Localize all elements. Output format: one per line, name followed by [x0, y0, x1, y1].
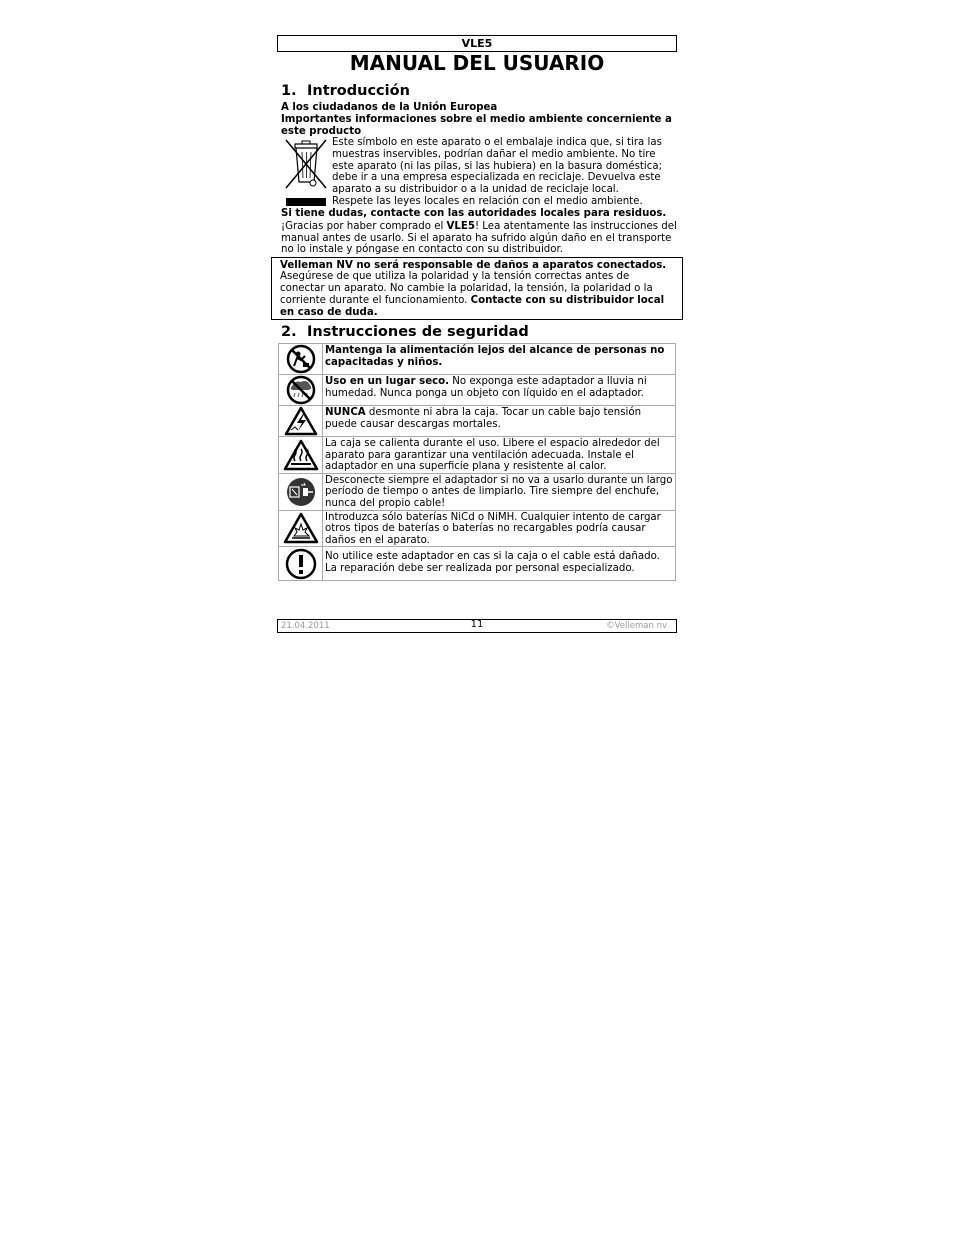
no-rain-icon [279, 375, 323, 406]
section-2-heading [281, 323, 529, 341]
section-1-heading [281, 82, 410, 100]
safety-row [279, 375, 676, 406]
thanks-line-2: manual antes de usarlo. Si el aparato ha sufrido algún daño en el transporte [281, 233, 672, 244]
section-2-number: 2. [281, 324, 297, 340]
eu-heading: A los ciudadanos de la Unión Europea [281, 102, 498, 113]
safety-row [279, 510, 676, 547]
unplug-icon [279, 473, 323, 510]
section-2-title: Instrucciones de seguridad [307, 324, 529, 340]
thanks-post: ! Lea atentamente las instrucciones del [474, 221, 677, 232]
section-1-title: Introducción [307, 83, 410, 99]
weee-line-2: muestras inservibles, podrían dañar el medio ambiente. No tire [332, 149, 656, 160]
weee-line-3: este aparato (ni las pilas, si las hubiera) en la basura doméstica; [332, 161, 663, 172]
hot-surface-icon [279, 437, 323, 474]
warning-line-3-bold: Contacte con su distribuidor local [470, 295, 665, 306]
electric-shock-icon [279, 406, 323, 437]
crossed-bin-icon [283, 138, 329, 190]
page-number: 11 [470, 619, 484, 630]
safety-normal-2: desmonte ni abra la caja. Tocar un cable bajo tensión puede causar descargas mortales. [325, 407, 642, 430]
thanks-pre: ¡Gracias por haber comprado el [281, 221, 447, 232]
warning-line-2: conectar un aparato. No cambie la polaridad, la tensión, la polaridad o la [280, 283, 653, 294]
footer-copyright: ©Velleman nv [606, 621, 667, 631]
safety-normal-5: Introduzca sólo baterías NiCd o NiMH. Cualquier intento de cargar otros tipos de baterías o baterías no recargables podría causar daños en el aparato. [325, 511, 661, 546]
weee-line-4: debe ir a una empresa especializada en reciclaje. Devuelva este [332, 172, 661, 183]
safety-row [279, 344, 676, 375]
page-footer [277, 619, 677, 633]
safety-normal-6: No utilice este adaptador en cas si la caja o el cable está dañado. La reparación debe ser realizada por personal especializado. [325, 551, 660, 574]
safety-text [323, 344, 676, 375]
safety-text [323, 473, 676, 510]
warning-line-3 [280, 295, 664, 307]
weee-bar [286, 198, 326, 206]
safety-text [323, 547, 676, 581]
safety-text [323, 375, 676, 406]
section-1-number: 1. [281, 83, 297, 99]
env-heading-line-1: Importantes informaciones sobre el medio ambiente concerniente a [281, 114, 672, 125]
warning-line-1: Asegúrese de que utiliza la polaridad y la tensión correctas antes de [280, 271, 630, 282]
keep-away-from-children-icon [279, 344, 323, 375]
safety-text [323, 510, 676, 547]
warning-line-3-normal: corriente durante el funcionamiento. [280, 295, 471, 306]
env-heading-line-2: este producto [281, 126, 362, 137]
explosion-warning-icon [279, 510, 323, 547]
safety-row [279, 406, 676, 437]
model-header: VLE5 [277, 35, 677, 52]
safety-bold-2: NUNCA [325, 407, 366, 418]
warning-line-4: en caso de duda. [280, 307, 378, 318]
safety-normal-4: Desconecte siempre el adaptador si no va a usarlo durante un largo período de tiempo o antes de limpiarlo. Tire siempre del enchufe, nunca del propio cable! [325, 474, 673, 509]
caution-icon [279, 547, 323, 581]
safety-table [278, 343, 676, 581]
thanks-model: VLE5 [446, 221, 475, 232]
weee-line-6: Respete las leyes locales en relación con el medio ambiente. [332, 196, 643, 207]
safety-normal-1: No exponga este adaptador a lluvia ni humedad. Nunca ponga un objeto con líquido en el adaptador. [325, 376, 647, 399]
warning-title: Velleman NV no será responsable de daños a aparatos conectados. [280, 260, 667, 271]
liability-warning-box [271, 257, 683, 320]
thanks-line-1 [281, 221, 677, 233]
safety-text [323, 437, 676, 474]
weee-line-1: Este símbolo en este aparato o el embalaje indica que, si tira las [332, 137, 662, 148]
page-title: MANUAL DEL USUARIO [349, 51, 605, 75]
footer-date: 21.04.2011 [281, 621, 330, 631]
weee-line-5: aparato a su distribuidor o a la unidad de reciclaje local. [332, 184, 619, 195]
doubt-text: Si tiene dudas, contacte con las autoridades locales para residuos. [281, 208, 667, 219]
thanks-line-3: no lo instale y póngase en contacto con su distribuidor. [281, 244, 563, 255]
safety-bold-0: Mantenga la alimentación lejos del alcance de personas no capacitadas y niños. [325, 345, 665, 368]
safety-row [279, 473, 676, 510]
safety-normal-3: La caja se calienta durante el uso. Libere el espacio alrededor del aparato para garantizar una ventilación adecuada. Instale el adaptador en una superficie plana y resistente al calor. [325, 438, 660, 473]
safety-text [323, 406, 676, 437]
safety-bold-1: Uso en un lugar seco. [325, 376, 450, 387]
safety-row [279, 547, 676, 581]
safety-row [279, 437, 676, 474]
